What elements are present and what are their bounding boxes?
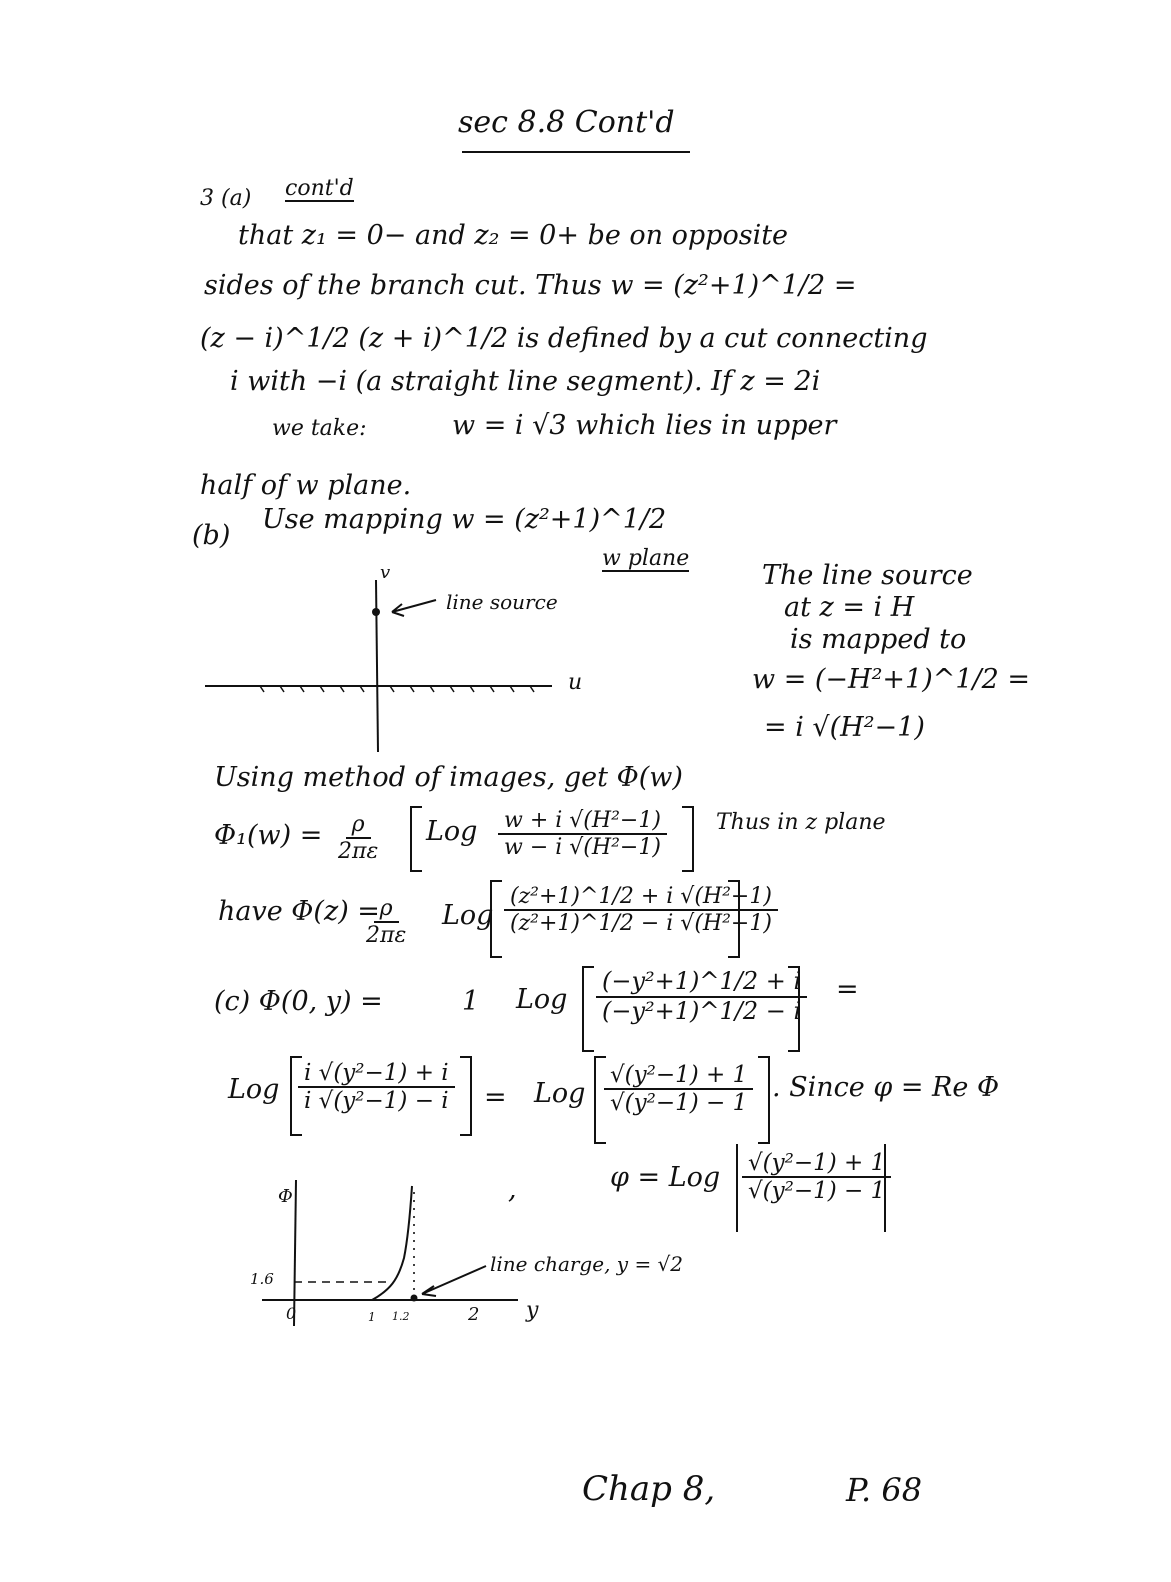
part-a-we-take: we take: [272,416,367,441]
phiz-num: (z²+1)^1/2 + i √(H²−1) [504,884,778,911]
page-title: sec 8.8 Cont'd [458,105,675,140]
phi-num: √(y²−1) + 1 [742,1150,891,1178]
line-charge-label: line charge, y = √2 [490,1252,684,1276]
part-a-line-2: sides of the branch cut. Thus w = (z²+1)^1/2 = [204,270,857,301]
part-c-den-2: i √(y²−1) − i [304,1088,449,1115]
part-c-den-1: (−y²+1)^1/2 − i [602,996,802,1025]
line-charge-point [411,1295,418,1302]
note-line-2: at z = i H [784,592,915,623]
part-a-line-5: w = i √3 which lies in upper [452,410,837,441]
since-phi-re: . Since φ = Re Φ [772,1072,1000,1103]
part-a-line-1: that z₁ = 0− and z₂ = 0+ be on opposite [238,220,789,251]
coef-num-2: ρ [374,896,399,923]
footer-page: P. 68 [846,1471,923,1509]
tick-label-16: 1.6 [250,1270,274,1288]
u-axis-label: u [568,670,583,695]
tick-label-2: 2 [468,1304,480,1325]
part-b-label: (b) [192,520,231,551]
w-plane-label: w plane [602,546,690,571]
note-line-3: is mapped to [790,624,967,655]
tick-label-1: 1 [368,1310,376,1324]
note-line-5: = i √(H²−1) [764,712,925,743]
tick-label-12: 1.2 [392,1310,410,1323]
part-c-log-2: Log [228,1074,280,1105]
phi1-log: Log [426,816,478,847]
part-a-line-6: half of w plane. [200,470,412,501]
part-a-contd: cont'd [285,176,354,201]
part-a-label: 3 (a) [200,186,252,211]
part-c-den-3: √(y²−1) − 1 [610,1090,748,1117]
phi1-den: w − i √(H²−1) [504,835,661,861]
part-c-log-3: Log [534,1078,586,1109]
thus-z-plane: Thus in z plane [716,810,886,835]
footer-chapter: Chap 8, [582,1469,716,1509]
tick-label-0: 0 [286,1304,297,1323]
phi-curve [372,1186,412,1300]
part-c-label: (c) Φ(0, y) = [214,986,383,1017]
phiz-den: (z²+1)^1/2 − i √(H²−1) [510,911,772,937]
coef-den-2: 2πε [366,923,407,949]
note-line-4: w = (−H²+1)^1/2 = [752,664,1031,695]
graph-x-label: y [526,1298,539,1323]
phi-equals-log: φ = Log [610,1162,721,1193]
coef-den: 2πε [338,839,379,865]
comma: , [508,1174,517,1205]
phiz-log: Log [442,900,494,931]
v-axis-label: v [380,562,391,583]
part-b-intro: Use mapping w = (z²+1)^1/2 [262,504,667,535]
coef-num: ρ [346,812,371,839]
phi1-lhs: Φ₁(w) = [214,820,323,851]
note-line-1: The line source [762,560,973,591]
line-source-label: line source [446,590,558,614]
part-a-line-4: i with −i (a straight line segment). If z = 2i [230,366,821,397]
part-c-log-1: Log [516,984,568,1015]
part-c-num-3: √(y²−1) + 1 [604,1062,753,1090]
phi-den: √(y²−1) − 1 [748,1178,886,1205]
method-of-images: Using method of images, get Φ(w) [214,762,683,793]
part-a-line-3: (z − i)^1/2 (z + i)^1/2 is defined by a cut connecting [200,323,928,354]
part-c-num-1: (−y²+1)^1/2 + i [596,968,807,998]
have-phi-z: have Φ(z) = [218,896,380,927]
part-c-num-2: i √(y²−1) + i [298,1060,455,1088]
part-c-one: 1 [462,986,480,1017]
phi1-num: w + i √(H²−1) [498,808,667,835]
charge-arrow [422,1266,486,1296]
part-c-eq-mid: = [484,1082,507,1113]
part-c-eq-end: = [836,974,859,1005]
graph-y-label: Φ [278,1186,293,1207]
